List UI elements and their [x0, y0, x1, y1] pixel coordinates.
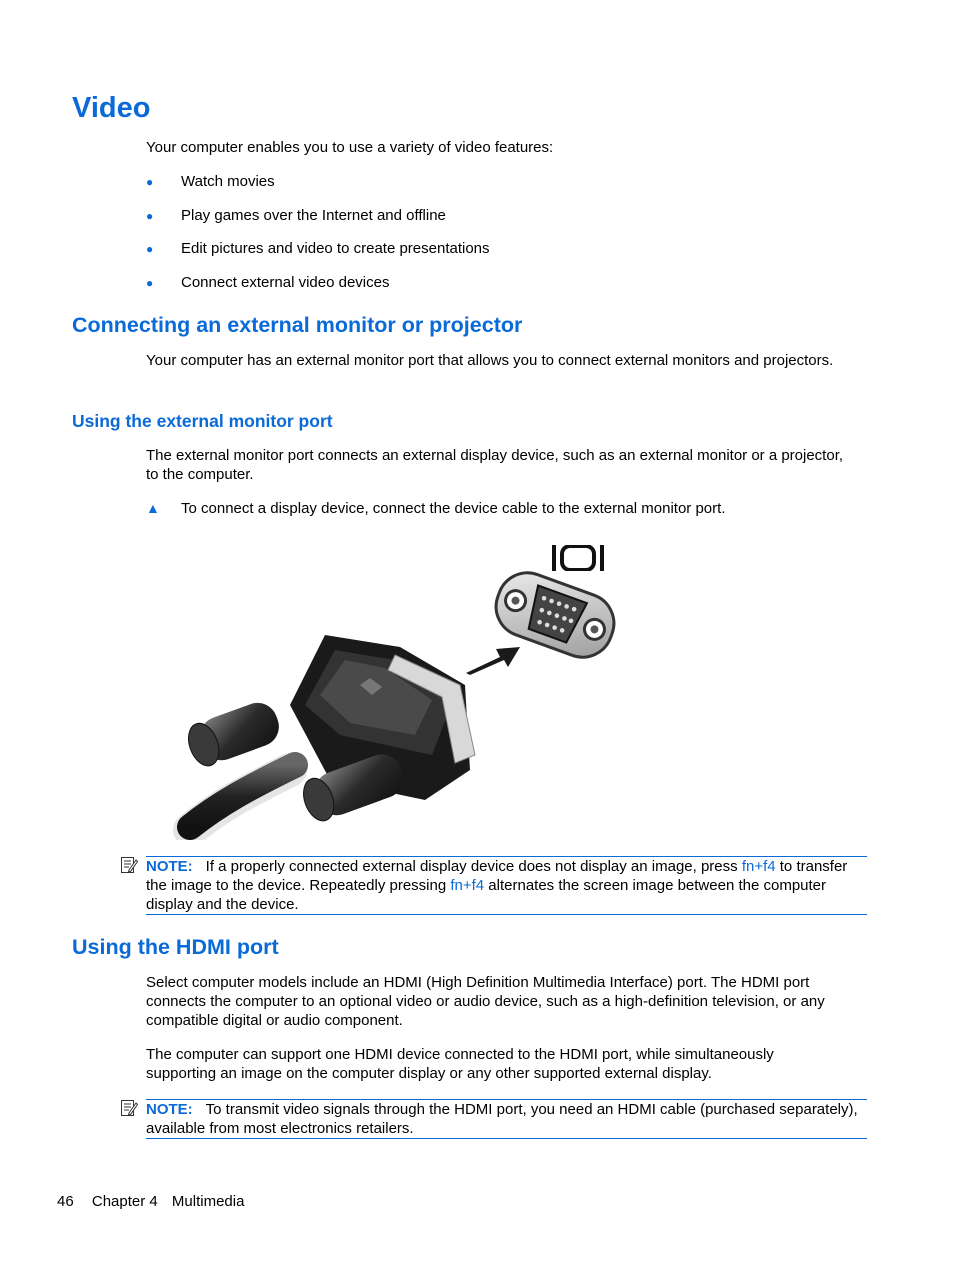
note-text-part: To transmit video signals through the HDMI port, you need an HDMI cable (purchased separately), available from most electronics retailers. — [146, 1101, 858, 1137]
list-item: Connect external video devices — [181, 274, 390, 291]
note-text-part: to transfer the image to the device. Repeatedly pressing — [146, 858, 848, 894]
page-number: 46 — [57, 1193, 74, 1210]
note-icon — [120, 1099, 138, 1117]
intro-text: Your computer enables you to use a variety of video features: — [146, 139, 554, 156]
section-heading-hdmi: Using the HDMI port — [72, 935, 279, 959]
section-body: Your computer has an external monitor port that allows you to connect external monitors and projectors. — [146, 352, 834, 369]
list-item: Edit pictures and video to create presentations — [181, 240, 490, 257]
page-title: Video — [72, 92, 151, 124]
bullet-icon: ● — [146, 276, 154, 290]
note-box — [146, 1099, 867, 1139]
monitor-port-symbol-icon — [551, 545, 605, 571]
chapter-title: Multimedia — [171, 1193, 245, 1210]
hdmi-paragraph-1: Select computer models include an HDMI (High Definition Multimedia Interface) port. The HDMI port connects the computer to an optional video or audio device, such as a high-definition television, or any compatible digital or audio component. — [146, 974, 825, 1029]
hdmi-paragraph-2: The computer can support one HDMI device connected to the HDMI port, while simultaneously supporting an image on the computer display or any other supported external display. — [146, 1046, 774, 1082]
monitor-port-illustration — [170, 535, 670, 840]
bullet-icon: ● — [146, 242, 154, 256]
chapter-label: Chapter 4 — [91, 1193, 158, 1210]
note-icon — [120, 856, 138, 874]
subsection-body: The external monitor port connects an external display device, such as an external monitor or a projector, to the computer. — [146, 447, 844, 483]
note-label: NOTE: — [146, 858, 193, 875]
note-text-part: alternates the screen image between the computer display and the device. — [146, 877, 827, 913]
key-combo-link[interactable]: fn+f4 — [741, 858, 776, 875]
list-item: Watch movies — [181, 173, 275, 190]
step-text: To connect a display device, connect the device cable to the external monitor port. — [181, 500, 726, 517]
note-text-part: If a properly connected external display device does not display an image, press — [205, 858, 742, 875]
bullet-icon: ● — [146, 175, 154, 189]
step-triangle-icon: ▲ — [146, 500, 160, 516]
list-item: Play games over the Internet and offline — [181, 207, 446, 224]
note-box — [146, 856, 867, 915]
key-combo-link[interactable]: fn+f4 — [450, 877, 485, 894]
section-heading-external-monitor: Connecting an external monitor or projector — [72, 313, 523, 337]
bullet-icon: ● — [146, 209, 154, 223]
subsection-heading-monitor-port: Using the external monitor port — [72, 411, 333, 431]
note-text — [146, 1100, 867, 1138]
note-label: NOTE: — [146, 1101, 193, 1118]
page-footer — [57, 1192, 244, 1211]
note-text — [146, 857, 867, 914]
